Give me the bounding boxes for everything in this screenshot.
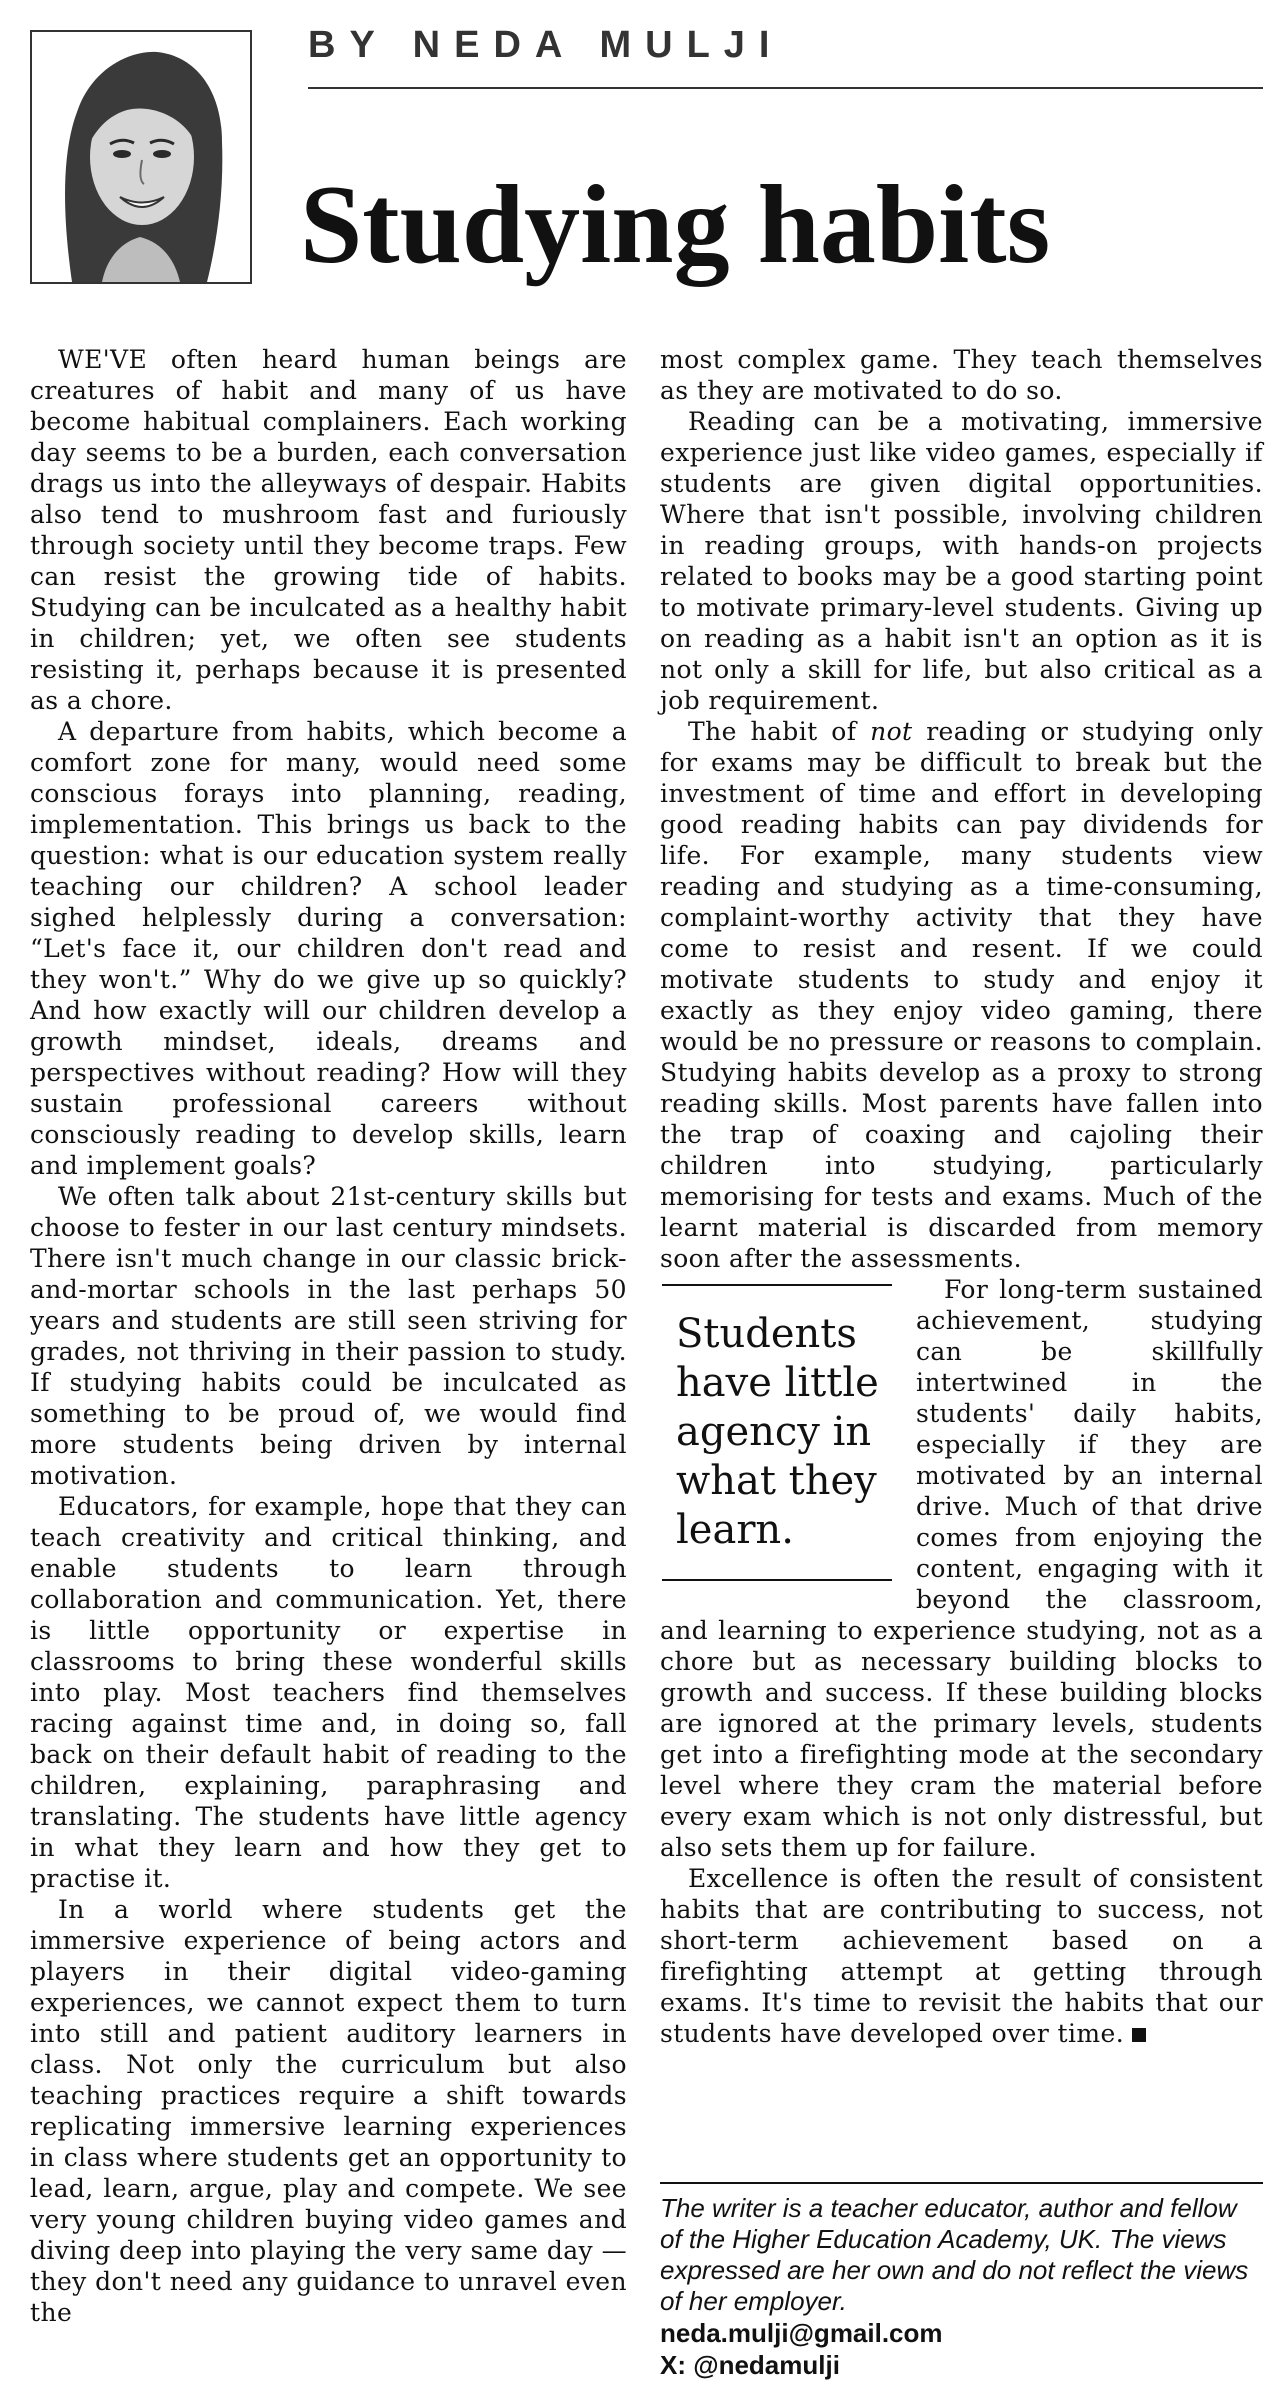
body-paragraph [660,716,1263,1274]
text-run: Excellence is often the result of consistent habits that are contributing to success, not short-term achievement based on a firefighting attempt at getting through exams. It's time to revisit the habits that our students have developed over time. [660,1864,1263,2048]
pull-quote-text: Students have little agency in what they learn. [676,1311,879,1553]
body-paragraph: Reading can be a motivating, immersive experience just like video games, especially if students are given digital opportunities. Where that isn't possible, involving children in reading groups, with hands-on projects related to books may be a good starting point to motivate primary-level students. Giving up on reading as a habit isn't an option as it is not only a skill for life, but also critical as a job requirement. [660,407,1263,715]
column-left [30,344,627,2328]
byline-rule [308,87,1263,89]
pull-quote [662,1284,892,1581]
byline: BY NEDA MULJI [308,24,784,66]
body-paragraph [660,1863,1263,2049]
body-paragraph-continuation: most complex game. They teach themselves as they are motivated to do so. [660,345,1263,405]
body-paragraph: In a world where students get the immersive experience of being actors and players in their digital video-gaming experiences, we cannot expect them to turn into still and patient auditory learners in class. Not only the curriculum but also teaching practices require a shift towards replicating immersive learning experiences in class where students get an opportunity to lead, learn, argue, play and compete. We see very young children buying video games and diving deep into playing the very same day — they don't need any guidance to unravel even the [30,1895,627,2327]
author-portrait [30,30,252,284]
headline: Studying habits [300,163,1051,287]
author-email[interactable]: neda.mulji@gmail.com [660,2318,943,2348]
author-social-handle[interactable]: X: @nedamulji [660,2350,840,2380]
author-bio: The writer is a teacher educator, author and fellow of the Higher Education Academy, UK. The views expressed are her own and do not reflect the views of her employer. [660,2193,1249,2316]
body-paragraph: Educators, for example, hope that they can teach creativity and critical thinking, and enable students to learn through collaboration and communication. Yet, there is little opportunity or expertise in classrooms to bring these wonderful skills into play. Most teachers find themselves racing against time and, in doing so, fall back on their default habit of reading to the children, explaining, paraphrasing and translating. The students have little agency in what they learn and how they get to practise it. [30,1492,627,1893]
body-paragraph: For long-term sustained achievement, studying can be skillfully intertwined in the students' daily habits, especially if they are motivated by an internal drive. Much of that drive comes from enjoying the content, engaging with it beyond the classroom, and learning to experience studying, not as a chore but as necessary building blocks to growth and success. If these building blocks are ignored at the primary levels, students get into a firefighting mode at the secondary level where they cram the material before every exam which is not only distressful, but also sets them up for failure. [660,1275,1263,1862]
end-mark-icon [1132,2028,1146,2042]
column-right [660,344,1263,2049]
text-run: The habit of [688,717,871,746]
body-paragraph: We often talk about 21st-century skills but choose to fester in our last century mindsets. There isn't much change in our classic brick-and-mortar schools in the last perhaps 50 years and students are still seen striving for grades, not thriving in their passion to study. If studying habits could be inculcated as something to be proud of, we would find more students being driven by internal motivation. [30,1182,627,1490]
body-paragraph: WE'VE often heard human beings are creatures of habit and many of us have become habitual complainers. Each working day seems to be a burden, each conversation drags us into the alleyways of despair. Habits also tend to mushroom fast and furiously through society until they become traps. Few can resist the growing tide of habits. Studying can be inculcated as a healthy habit in children; yet, we often see students resisting it, perhaps because it is presented as a chore. [30,345,627,715]
body-paragraph: A departure from habits, which become a comfort zone for many, would need some conscious forays into planning, reading, implementation. This brings us back to the question: what is our education system really teaching our children? A school leader sighed helplessly during a conversation: “Let's face it, our children don't read and they won't.” Why do we give up so quickly? And how exactly will our children develop a growth mindset, ideals, dreams and perspectives without reading? How will they sustain professional careers without consciously reading to develop skills, learn and implement goals? [30,717,627,1180]
emphasis-text: not [870,717,913,746]
text-run: reading or studying only for exams may be difficult to break but the investment of time and effort in developing good reading habits can pay dividends for life. For example, many students view reading and studying as a time-consuming, complaint-worthy activity that they have come to resist and resent. If we could motivate students to study and enjoy it exactly as they enjoy video gaming, there would be no pressure or reasons to complain. Studying habits develop as a proxy to strong reading skills. Most parents have fallen into the trap of coaxing and cajoling their children into studying, particularly memorising for tests and exams. Much of the learnt material is discarded from memory soon after the assessments. [660,717,1263,1273]
portrait-drawing [32,32,250,282]
bio-rule [660,2182,1263,2184]
